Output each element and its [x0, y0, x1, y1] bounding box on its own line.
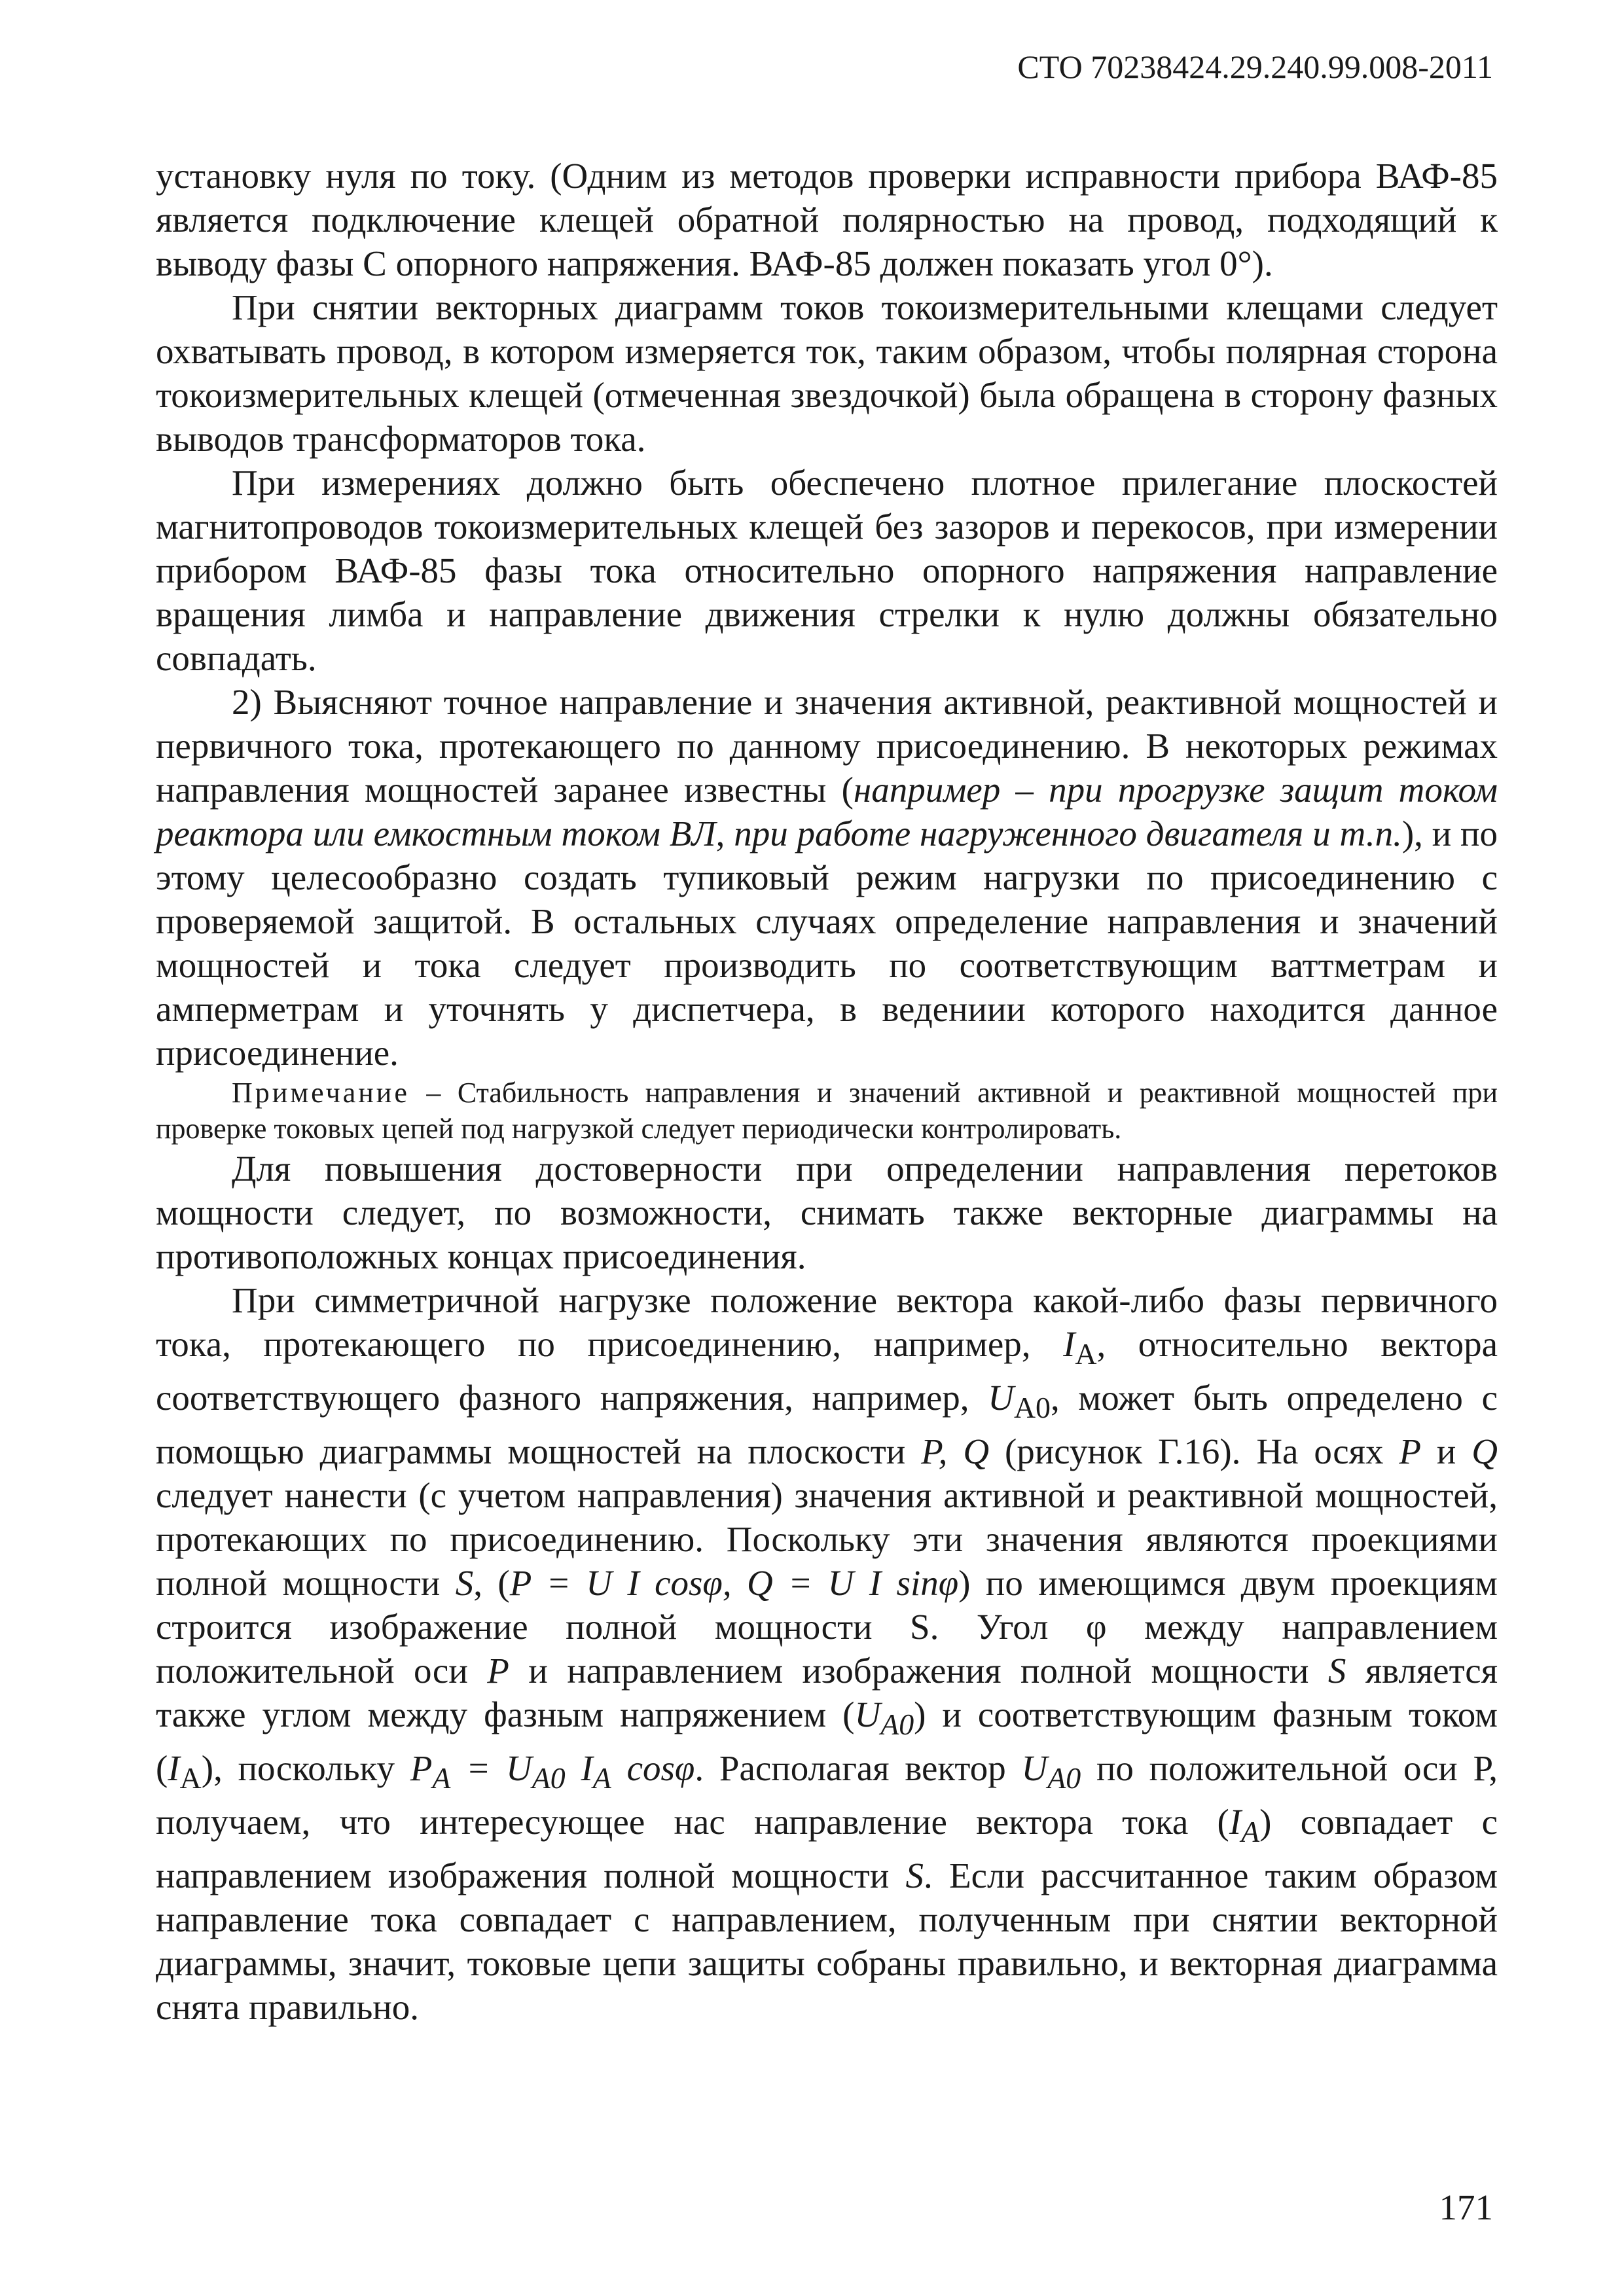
subscript: А — [179, 1761, 202, 1795]
text-run: ) совпадает с направлением изображения полной мощности — [156, 1802, 1498, 1895]
formula-part: I — [565, 1748, 593, 1788]
paragraph-power-diagram — [156, 1278, 1498, 2029]
note — [156, 1075, 1498, 1147]
symbol-current: I — [1063, 1324, 1075, 1364]
subscript: A — [432, 1761, 451, 1795]
symbol-p: P — [1399, 1431, 1421, 1471]
text-run: , ( — [473, 1563, 510, 1603]
text-run: , может быть определено с помощью диаграммы мощностей на плоскости — [156, 1378, 1498, 1471]
document-code: СТО 70238424.29.240.99.008-2011 — [1017, 48, 1493, 85]
text-run: . Располагая вектор — [695, 1748, 1022, 1788]
note-label: Примечание — [232, 1077, 410, 1109]
symbol-voltage: U — [1021, 1748, 1048, 1788]
text-run: , — [715, 814, 734, 853]
text-run: ) по имеющимся двум проекциям строится изображение полной мощности S. Угол φ между направлением положительной оси — [156, 1563, 1498, 1691]
text-run: (рисунок Г.16). На осях — [989, 1431, 1399, 1471]
text-run: и направлением изображения полной мощности — [509, 1651, 1328, 1691]
formula-part: cosφ — [611, 1748, 695, 1788]
paragraph-clamp-polarity: При снятии векторных диаграмм токов токоизмерительными клещами следует охватывать провод, в котором измеряется ток, таким образом, чтобы полярная сторона токоизмерительных клещей (отмеченная звездочкой) была обращена в сторону фазных выводов трансформаторов тока. — [156, 287, 1498, 459]
formula-part: = U — [450, 1748, 532, 1788]
subscript: A — [592, 1761, 611, 1795]
subscript: A0 — [1047, 1761, 1081, 1795]
paragraph-reliability: Для повышения достоверности при определении направления перетоков мощности следует, по возможности, снимать также векторные диаграммы на противоположных концах присоединения. — [156, 1149, 1498, 1276]
text-run: . Если рассчитанное таким образом направление тока совпадает с направлением, полученным при снятии векторной диаграммы, значит, токовые цепи защиты собраны правильно, и векторная диаграмма снята правильно. — [156, 1856, 1498, 2027]
text-run: и — [1420, 1431, 1472, 1471]
symbol-q: Q — [1471, 1431, 1498, 1471]
page-body — [156, 154, 1498, 2029]
subscript: A0 — [532, 1761, 566, 1795]
subscript: А — [1075, 1337, 1097, 1371]
italic-example: при работе нагруженного двигателя и т.п. — [734, 814, 1402, 853]
text-run: следует нанести (с учетом направления) значения активной и реактивной мощностей, протекающих по присоединению. Поскольку эти значения являются проекциями полной мощности — [156, 1475, 1498, 1603]
text-run: ), поскольку — [201, 1748, 410, 1788]
text-run: является также углом между фазным напряжением ( — [156, 1651, 1498, 1734]
symbol-p: P — [487, 1651, 509, 1691]
symbol-s: S — [1327, 1651, 1346, 1691]
subscript: A0 — [880, 1708, 914, 1741]
paragraph-clamp-fit: При измерениях должно быть обеспечено плотное прилегание плоскостей магнитопроводов токоизмерительных клещей без зазоров и перекосов, при измерении прибором ВАФ-85 фазы тока относительно опорного напряжения направление вращения лимба и направление движения стрелки к нулю должны обязательно совпадать. — [156, 463, 1498, 678]
text-run: ), и по этому целесообразно создать тупиковый режим нагрузки по присоединению с проверяемой защитой. В остальных случаях определение направления и значений мощностей и тока следует производить по соответствующим ваттметрам и амперметрам и уточнять у диспетчера, в ведениии которого находится данное присоединение. — [156, 814, 1498, 1073]
page-number: 171 — [1439, 2187, 1493, 2227]
subscript: А0 — [1013, 1391, 1051, 1424]
formula-active-power — [410, 1748, 695, 1795]
text-run: , относительно вектора соответствующего фазного напряжения, например, — [156, 1324, 1498, 1418]
subscript: A — [1241, 1815, 1260, 1848]
symbol-s: S — [905, 1856, 924, 1895]
text-run: по положительной оси Р, получаем, что интересующее нас направление вектора тока ( — [156, 1748, 1498, 1842]
symbol-s: S — [455, 1563, 474, 1603]
italic-example: например – при прогрузке защит током реактора или емкостным током ВЛ — [156, 770, 1498, 853]
symbol-plane: P, Q — [921, 1431, 990, 1471]
text-run: При симметричной нагрузке положение вектора какой-либо фазы первичного тока, протекающего по присоединению, например, — [156, 1280, 1498, 1364]
symbol-current: I — [168, 1748, 180, 1788]
symbol-voltage: U — [988, 1378, 1014, 1418]
paragraph-zero-setting: установку нуля по току. (Одним из методов проверки исправности прибора ВАФ-85 является подключение клещей обратной полярностью на провод, подходящий к выводу фазы С опорного напряжения. ВАФ-85 должен показать угол 0°). — [156, 156, 1498, 283]
symbol-current: I — [1229, 1802, 1242, 1842]
formula-part: P — [410, 1748, 433, 1788]
paragraph-power-direction — [156, 680, 1498, 1075]
note-text: – Стабильность направления и значений активной и реактивной мощностей при проверке токовых цепей под нагрузкой следует периодически контролировать. — [156, 1077, 1498, 1145]
text-run: 2) Выясняют точное направление и значения активной, реактивной мощностей и первичного тока, протекающего по данному присоединению. В некоторых режимах направления мощностей заранее известны ( — [156, 682, 1498, 810]
text-run: ) и соответствующим фазным током ( — [156, 1695, 1498, 1788]
symbol-voltage: U — [854, 1695, 881, 1734]
formula-power: P = U I cosφ, Q = U I sinφ — [509, 1563, 959, 1603]
